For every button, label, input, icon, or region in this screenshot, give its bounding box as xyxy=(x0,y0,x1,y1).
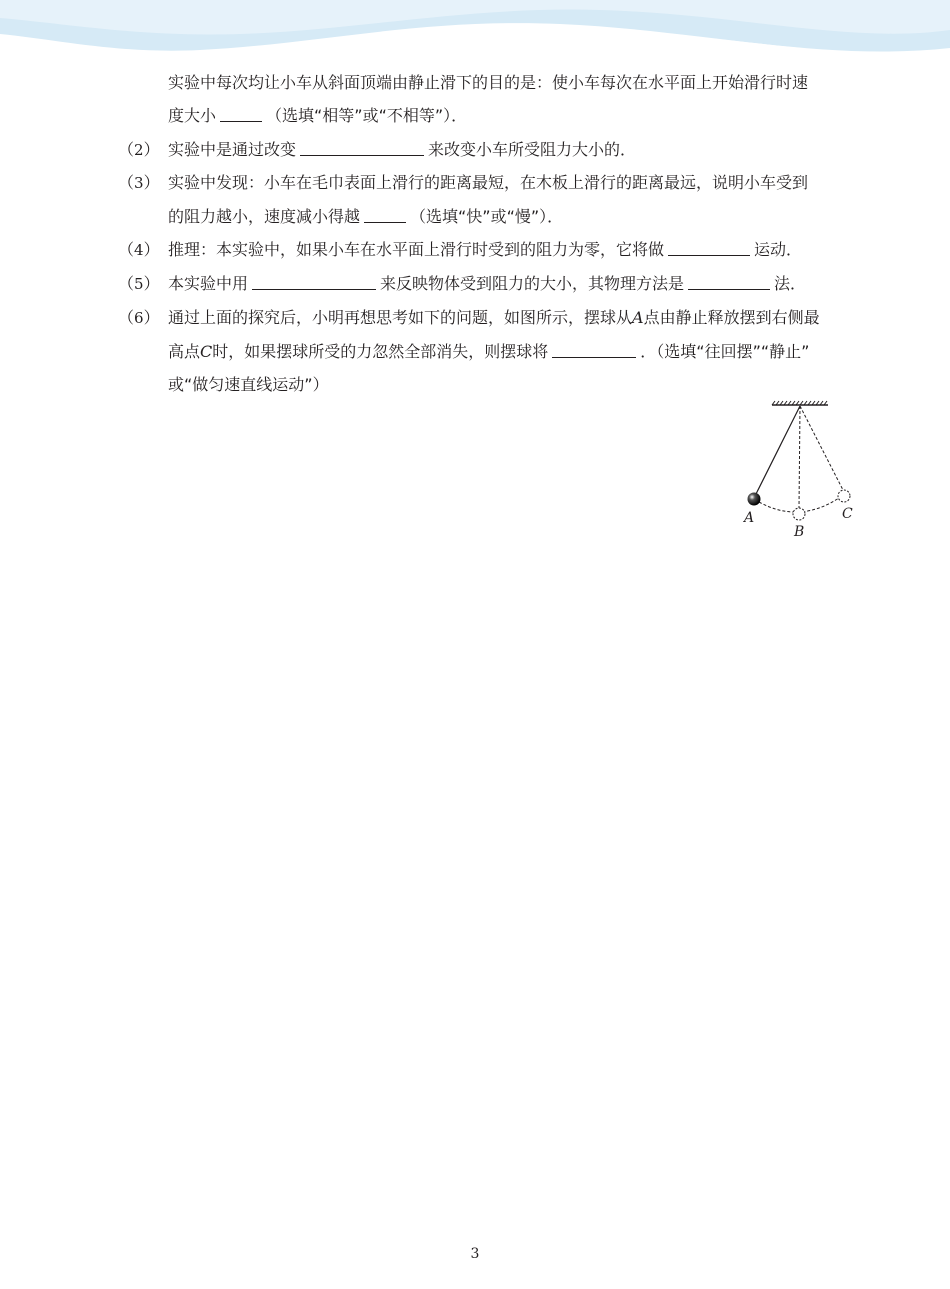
question-6 xyxy=(0,303,950,333)
answer-blank[interactable] xyxy=(220,105,262,122)
text: 推理：本实验中，如果小车在水平面上滑行时受到的阻力为零，它将做 xyxy=(168,240,665,259)
text: 时，如果摆球所受的力忽然全部消失，则摆球将 xyxy=(212,342,549,361)
text: （选填“相等”或“不相等”）． xyxy=(266,106,468,125)
answer-blank[interactable] xyxy=(300,139,424,156)
question-2 xyxy=(0,135,950,165)
pendulum-diagram xyxy=(735,398,860,543)
text: 度大小 xyxy=(168,106,217,125)
answer-blank[interactable] xyxy=(668,239,750,256)
text: 实验中发现：小车在毛巾表面上滑行的距离最短，在木板上滑行的距离最远，说明小车受到 xyxy=(168,173,809,192)
text: 的阻力越小，速度减小得越 xyxy=(168,207,361,226)
question-5 xyxy=(0,269,950,299)
text: ．（选填“往回摆”“静止” xyxy=(640,342,810,361)
question-6-cont-2 xyxy=(0,370,950,400)
pendulum-string xyxy=(754,406,800,498)
ball-position-c xyxy=(838,490,850,502)
label-c: C xyxy=(842,506,853,522)
question-6-cont xyxy=(0,337,950,367)
text: 本实验中用 xyxy=(168,274,249,293)
point-label: C xyxy=(200,342,213,361)
answer-blank[interactable] xyxy=(252,273,376,290)
text: 通过上面的探究后，小明再想思考如下的问题，如图所示，摆球从 xyxy=(168,308,633,327)
dashed-string-c xyxy=(800,406,843,490)
ceiling-support xyxy=(772,401,828,405)
question-number: （4） xyxy=(118,240,160,259)
text: 运动． xyxy=(754,240,803,259)
page-number: 3 xyxy=(470,1246,480,1262)
answer-blank[interactable] xyxy=(688,273,770,290)
question-3-cont xyxy=(0,202,950,232)
answer-blank[interactable] xyxy=(552,341,636,358)
answer-blank[interactable] xyxy=(364,206,406,223)
point-label: A xyxy=(632,308,644,327)
text: 法． xyxy=(774,274,807,293)
question-3 xyxy=(0,168,950,198)
text: 点由静止释放摆到右侧最 xyxy=(643,308,820,327)
question-number: （5） xyxy=(118,274,160,293)
pendulum-ball xyxy=(748,493,761,506)
dashed-string-b xyxy=(799,406,800,508)
text: （选填“快”或“慢”）． xyxy=(410,207,564,226)
line-q1-cont-1 xyxy=(0,68,950,98)
text: 来改变小车所受阻力大小的． xyxy=(428,140,637,159)
text: 高点 xyxy=(168,342,201,361)
line-q1-cont-2 xyxy=(0,101,950,131)
question-number: （3） xyxy=(118,173,160,192)
text: 来反映物体受到阻力的大小，其物理方法是 xyxy=(380,274,685,293)
text: 实验中是通过改变 xyxy=(168,140,297,159)
label-a: A xyxy=(744,510,755,526)
question-number: （6） xyxy=(118,308,160,327)
question-number: （2） xyxy=(118,140,160,159)
text: 实验中每次均让小车从斜面顶端由静止滑下的目的是：使小车每次在水平面上开始滑行时速 xyxy=(168,73,809,92)
ball-position-b xyxy=(793,508,805,520)
label-b: B xyxy=(794,524,805,540)
text: 或“做匀速直线运动”） xyxy=(168,375,329,394)
question-4 xyxy=(0,235,950,265)
